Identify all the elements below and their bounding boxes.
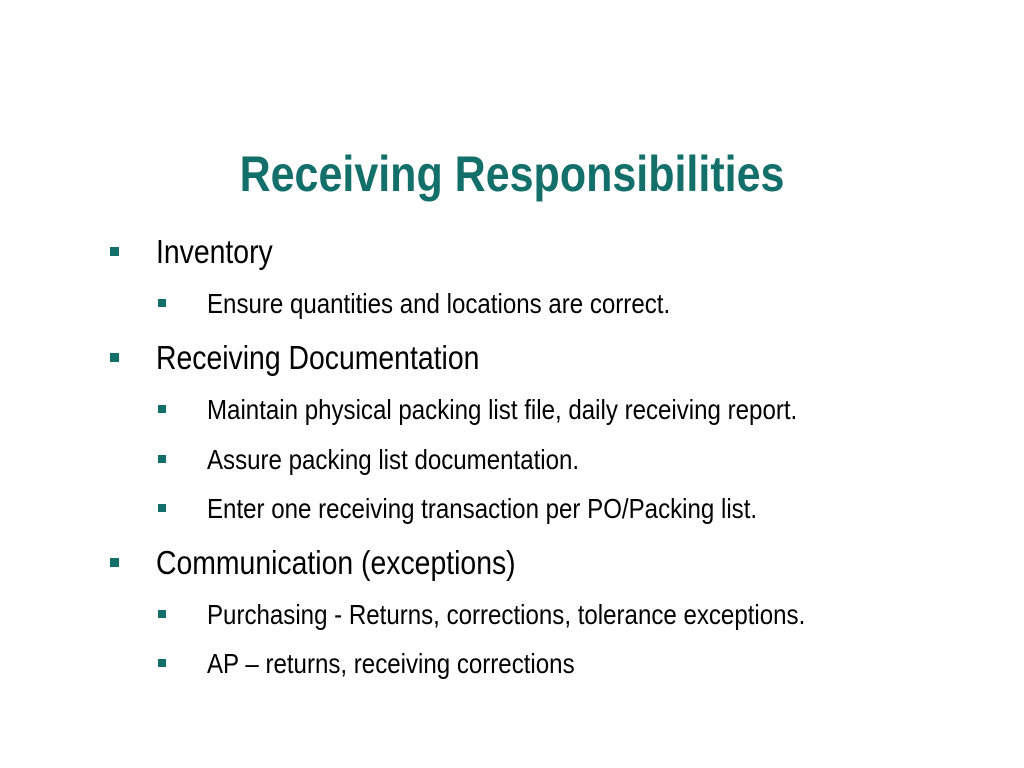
sub-bullet-item bbox=[0, 647, 1024, 681]
sub-bullet-text: Maintain physical packing list file, daily receiving report. bbox=[207, 394, 798, 425]
sub-bullet-item bbox=[0, 393, 1024, 427]
sub-bullet-text: Purchasing - Returns, corrections, tolerance exceptions. bbox=[207, 599, 806, 630]
sub-bullet-item bbox=[0, 492, 1024, 526]
square-bullet-icon bbox=[158, 610, 166, 618]
square-bullet-icon bbox=[158, 455, 166, 463]
sub-bullet-item bbox=[0, 598, 1024, 632]
square-bullet-icon bbox=[158, 659, 166, 667]
sub-bullet-item bbox=[0, 287, 1024, 321]
square-bullet-icon bbox=[158, 299, 166, 307]
bullet-text: Inventory bbox=[156, 233, 273, 270]
square-bullet-icon bbox=[110, 558, 119, 567]
sub-bullet-item bbox=[0, 443, 1024, 477]
bullet-text: Receiving Documentation bbox=[156, 339, 480, 376]
bullet-item bbox=[0, 338, 1024, 378]
sub-bullet-text: Ensure quantities and locations are correct. bbox=[207, 288, 671, 319]
square-bullet-icon bbox=[110, 353, 119, 362]
square-bullet-icon bbox=[158, 405, 166, 413]
slide-title: Receiving Responsibilities bbox=[239, 146, 785, 202]
bullet-text: Communication (exceptions) bbox=[156, 544, 516, 581]
sub-bullet-text: Assure packing list documentation. bbox=[207, 444, 580, 475]
sub-bullet-text: AP – returns, receiving corrections bbox=[207, 648, 575, 679]
sub-bullet-text: Enter one receiving transaction per PO/Packing list. bbox=[207, 493, 758, 524]
bullet-item bbox=[0, 232, 1024, 272]
bullet-item bbox=[0, 543, 1024, 583]
square-bullet-icon bbox=[158, 504, 166, 512]
square-bullet-icon bbox=[110, 247, 119, 256]
